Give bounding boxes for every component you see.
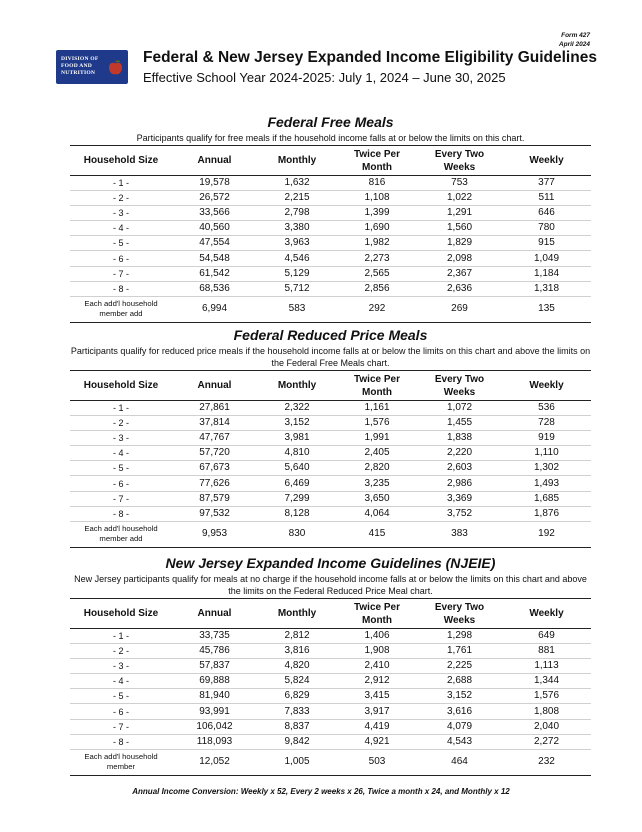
table-row — [70, 734, 591, 749]
value-cell: 93,991 — [172, 704, 257, 719]
value-cell: 135 — [502, 296, 591, 322]
value-cell: 583 — [257, 296, 337, 322]
value-cell: 1,072 — [417, 401, 502, 416]
household-size-cell: - 8 - — [70, 506, 172, 521]
value-cell: 1,690 — [337, 221, 417, 236]
table-body — [70, 629, 591, 776]
every-two-weeks-header: Every Two Weeks — [434, 373, 485, 398]
additional-member-row — [70, 521, 591, 547]
value-cell: 118,093 — [172, 734, 257, 749]
annual-header: Annual — [197, 380, 232, 391]
household-size-cell: - 1 - — [70, 629, 172, 644]
value-cell: 4,419 — [337, 719, 417, 734]
table-header-row — [70, 599, 591, 629]
value-cell: 1,838 — [417, 431, 502, 446]
value-cell: 4,810 — [257, 446, 337, 461]
value-cell: 1,876 — [502, 506, 591, 521]
value-cell: 81,940 — [172, 689, 257, 704]
value-cell: 3,380 — [257, 221, 337, 236]
table-row — [70, 461, 591, 476]
value-cell: 4,079 — [417, 719, 502, 734]
value-cell: 9,953 — [172, 521, 257, 547]
table-row — [70, 674, 591, 689]
value-cell: 4,820 — [257, 659, 337, 674]
income-table — [70, 370, 591, 548]
table-row — [70, 401, 591, 416]
value-cell: 1,108 — [337, 191, 417, 206]
table-header-row — [70, 146, 591, 176]
value-cell: 1,110 — [502, 446, 591, 461]
household-size-header: Household Size — [83, 608, 159, 619]
value-cell: 1,455 — [417, 416, 502, 431]
value-cell: 780 — [502, 221, 591, 236]
income-table — [70, 145, 591, 323]
every-two-weeks-header: Every Two Weeks — [434, 148, 485, 173]
value-cell: 1,908 — [337, 644, 417, 659]
household-size-cell: - 8 - — [70, 281, 172, 296]
household-size-cell: - 4 - — [70, 674, 172, 689]
twice-per-month-header: Twice Per Month — [354, 148, 400, 173]
value-cell: 33,566 — [172, 206, 257, 221]
value-cell: 3,917 — [337, 704, 417, 719]
table-row — [70, 281, 591, 296]
household-size-cell: - 4 - — [70, 446, 172, 461]
household-size-cell: - 5 - — [70, 461, 172, 476]
value-cell: 816 — [337, 176, 417, 191]
household-size-cell: - 5 - — [70, 236, 172, 251]
value-cell: 1,576 — [502, 689, 591, 704]
reduced-meals-section — [70, 327, 591, 548]
household-size-cell: - 7 - — [70, 719, 172, 734]
value-cell: 1,291 — [417, 206, 502, 221]
value-cell: 536 — [502, 401, 591, 416]
household-size-cell: - 5 - — [70, 689, 172, 704]
value-cell: 1,406 — [337, 629, 417, 644]
twice-per-month-header: Twice Per Month — [354, 373, 400, 398]
value-cell: 3,981 — [257, 431, 337, 446]
table-row — [70, 704, 591, 719]
table-row — [70, 266, 591, 281]
value-cell: 1,493 — [502, 476, 591, 491]
division-logo — [56, 50, 128, 84]
weekly-header: Weekly — [529, 155, 564, 166]
table-row — [70, 719, 591, 734]
value-cell: 1,302 — [502, 461, 591, 476]
value-cell: 1,049 — [502, 251, 591, 266]
value-cell: 915 — [502, 236, 591, 251]
value-cell: 5,712 — [257, 281, 337, 296]
monthly-header: Monthly — [277, 155, 317, 166]
value-cell: 68,536 — [172, 281, 257, 296]
table-row — [70, 431, 591, 446]
value-cell: 511 — [502, 191, 591, 206]
annual-header: Annual — [197, 155, 232, 166]
value-cell: 12,052 — [172, 749, 257, 775]
value-cell: 7,299 — [257, 491, 337, 506]
value-cell: 1,318 — [502, 281, 591, 296]
section-description: Participants qualify for reduced price meals if the household income falls at or below the limits on this chart and above the limits on the Federal Free Meals chart. — [70, 346, 591, 368]
value-cell: 27,861 — [172, 401, 257, 416]
value-cell: 2,322 — [257, 401, 337, 416]
household-size-cell: - 1 - — [70, 401, 172, 416]
value-cell: 67,673 — [172, 461, 257, 476]
value-cell: 3,963 — [257, 236, 337, 251]
logo-line-3: NUTRITION — [61, 70, 96, 77]
value-cell: 2,820 — [337, 461, 417, 476]
value-cell: 1,761 — [417, 644, 502, 659]
value-cell: 87,579 — [172, 491, 257, 506]
value-cell: 1,298 — [417, 629, 502, 644]
value-cell: 415 — [337, 521, 417, 547]
household-size-cell: - 7 - — [70, 491, 172, 506]
value-cell: 9,842 — [257, 734, 337, 749]
value-cell: 6,469 — [257, 476, 337, 491]
value-cell: 5,129 — [257, 266, 337, 281]
value-cell: 3,616 — [417, 704, 502, 719]
monthly-header: Monthly — [277, 380, 317, 391]
value-cell: 1,982 — [337, 236, 417, 251]
value-cell: 6,829 — [257, 689, 337, 704]
value-cell: 19,578 — [172, 176, 257, 191]
value-cell: 47,767 — [172, 431, 257, 446]
value-cell: 649 — [502, 629, 591, 644]
value-cell: 4,921 — [337, 734, 417, 749]
value-cell: 1,576 — [337, 416, 417, 431]
value-cell: 2,912 — [337, 674, 417, 689]
value-cell: 830 — [257, 521, 337, 547]
twice-per-month-header: Twice Per Month — [354, 601, 400, 626]
value-cell: 192 — [502, 521, 591, 547]
household-size-cell: - 3 - — [70, 659, 172, 674]
value-cell: 4,543 — [417, 734, 502, 749]
value-cell: 2,098 — [417, 251, 502, 266]
value-cell: 47,554 — [172, 236, 257, 251]
value-cell: 1,022 — [417, 191, 502, 206]
value-cell: 881 — [502, 644, 591, 659]
value-cell: 40,560 — [172, 221, 257, 236]
value-cell: 2,636 — [417, 281, 502, 296]
value-cell: 2,812 — [257, 629, 337, 644]
value-cell: 2,603 — [417, 461, 502, 476]
value-cell: 377 — [502, 176, 591, 191]
household-size-cell: - 3 - — [70, 206, 172, 221]
value-cell: 33,735 — [172, 629, 257, 644]
section-title: Federal Free Meals — [267, 114, 394, 130]
value-cell: 2,986 — [417, 476, 502, 491]
household-size-cell: - 7 - — [70, 266, 172, 281]
apple-icon — [108, 59, 123, 76]
value-cell: 2,273 — [337, 251, 417, 266]
table-body — [70, 401, 591, 548]
page-subtitle: Effective School Year 2024-2025: July 1, 2024 – June 30, 2025 — [143, 70, 506, 85]
value-cell: 919 — [502, 431, 591, 446]
value-cell: 106,042 — [172, 719, 257, 734]
table-row — [70, 476, 591, 491]
value-cell: 4,064 — [337, 506, 417, 521]
value-cell: 2,405 — [337, 446, 417, 461]
value-cell: 2,225 — [417, 659, 502, 674]
additional-member-row — [70, 749, 591, 775]
form-number — [559, 31, 590, 49]
household-size-cell: - 4 - — [70, 221, 172, 236]
value-cell: 1,161 — [337, 401, 417, 416]
value-cell: 383 — [417, 521, 502, 547]
value-cell: 6,994 — [172, 296, 257, 322]
value-cell: 2,798 — [257, 206, 337, 221]
value-cell: 3,152 — [417, 689, 502, 704]
additional-member-label: Each add'l household member add — [70, 296, 172, 322]
value-cell: 3,816 — [257, 644, 337, 659]
table-row — [70, 659, 591, 674]
household-size-cell: - 2 - — [70, 644, 172, 659]
value-cell: 3,369 — [417, 491, 502, 506]
value-cell: 2,215 — [257, 191, 337, 206]
value-cell: 37,814 — [172, 416, 257, 431]
value-cell: 2,220 — [417, 446, 502, 461]
household-size-cell: - 3 - — [70, 431, 172, 446]
value-cell: 269 — [417, 296, 502, 322]
table-row — [70, 629, 591, 644]
household-size-header: Household Size — [83, 380, 159, 391]
table-row — [70, 221, 591, 236]
value-cell: 57,837 — [172, 659, 257, 674]
household-size-cell: - 8 - — [70, 734, 172, 749]
value-cell: 4,546 — [257, 251, 337, 266]
value-cell: 646 — [502, 206, 591, 221]
value-cell: 45,786 — [172, 644, 257, 659]
value-cell: 69,888 — [172, 674, 257, 689]
value-cell: 1,344 — [502, 674, 591, 689]
value-cell: 8,837 — [257, 719, 337, 734]
value-cell: 8,128 — [257, 506, 337, 521]
additional-member-label: Each add'l household member — [70, 749, 172, 775]
value-cell: 2,856 — [337, 281, 417, 296]
table-row — [70, 644, 591, 659]
value-cell: 2,688 — [417, 674, 502, 689]
value-cell: 2,040 — [502, 719, 591, 734]
household-size-cell: - 6 - — [70, 476, 172, 491]
household-size-cell: - 2 - — [70, 416, 172, 431]
table-row — [70, 446, 591, 461]
additional-member-row — [70, 296, 591, 322]
table-row — [70, 206, 591, 221]
form-date-label: April 2024 — [558, 41, 590, 48]
table-row — [70, 191, 591, 206]
free-meals-section — [70, 114, 591, 323]
value-cell: 464 — [417, 749, 502, 775]
value-cell: 5,824 — [257, 674, 337, 689]
value-cell: 2,565 — [337, 266, 417, 281]
value-cell: 3,235 — [337, 476, 417, 491]
njeie-section — [70, 555, 591, 776]
value-cell: 3,152 — [257, 416, 337, 431]
table-row — [70, 416, 591, 431]
table-row — [70, 491, 591, 506]
value-cell: 5,640 — [257, 461, 337, 476]
household-size-cell: - 1 - — [70, 176, 172, 191]
value-cell: 54,548 — [172, 251, 257, 266]
table-row — [70, 236, 591, 251]
annual-header: Annual — [197, 608, 232, 619]
additional-member-label: Each add'l household member add — [70, 521, 172, 547]
value-cell: 1,685 — [502, 491, 591, 506]
table-row — [70, 689, 591, 704]
monthly-header: Monthly — [277, 608, 317, 619]
household-size-header: Household Size — [83, 155, 159, 166]
value-cell: 3,650 — [337, 491, 417, 506]
value-cell: 292 — [337, 296, 417, 322]
value-cell: 1,808 — [502, 704, 591, 719]
value-cell: 57,720 — [172, 446, 257, 461]
household-size-cell: - 6 - — [70, 251, 172, 266]
income-table — [70, 598, 591, 776]
table-header-row — [70, 371, 591, 401]
value-cell: 26,572 — [172, 191, 257, 206]
value-cell: 1,560 — [417, 221, 502, 236]
value-cell: 753 — [417, 176, 502, 191]
section-description: New Jersey participants qualify for meals at no charge if the household income falls at or below the limits on this chart and above the limits on the Federal Reduced Price Meal chart. — [74, 574, 587, 596]
value-cell: 728 — [502, 416, 591, 431]
page-title: Federal & New Jersey Expanded Income Eligibility Guidelines — [143, 49, 597, 66]
value-cell: 1,829 — [417, 236, 502, 251]
every-two-weeks-header: Every Two Weeks — [434, 601, 485, 626]
value-cell: 2,367 — [417, 266, 502, 281]
weekly-header: Weekly — [529, 608, 564, 619]
value-cell: 7,833 — [257, 704, 337, 719]
household-size-cell: - 2 - — [70, 191, 172, 206]
weekly-header: Weekly — [529, 380, 564, 391]
value-cell: 77,626 — [172, 476, 257, 491]
value-cell: 2,272 — [502, 734, 591, 749]
table-row — [70, 176, 591, 191]
table-row — [70, 506, 591, 521]
income-conversion-note: Annual Income Conversion: Weekly x 52, Every 2 weeks x 26, Twice a month x 24, and Monthly x 12 — [132, 787, 510, 796]
value-cell: 1,632 — [257, 176, 337, 191]
value-cell: 97,532 — [172, 506, 257, 521]
value-cell: 503 — [337, 749, 417, 775]
value-cell: 3,415 — [337, 689, 417, 704]
value-cell: 61,542 — [172, 266, 257, 281]
table-row — [70, 251, 591, 266]
section-title: Federal Reduced Price Meals — [233, 327, 428, 343]
value-cell: 3,752 — [417, 506, 502, 521]
value-cell: 2,410 — [337, 659, 417, 674]
value-cell: 1,184 — [502, 266, 591, 281]
value-cell: 1,991 — [337, 431, 417, 446]
value-cell: 1,399 — [337, 206, 417, 221]
value-cell: 1,005 — [257, 749, 337, 775]
value-cell: 1,113 — [502, 659, 591, 674]
table-body — [70, 176, 591, 323]
logo-line-1: DIVISION OF — [61, 56, 99, 62]
logo-line-2: FOOD AND — [61, 63, 92, 70]
form-number-label: Form 427 — [561, 32, 590, 39]
section-description: Participants qualify for free meals if the household income falls at or below the limits on this chart. — [136, 133, 525, 143]
value-cell: 232 — [502, 749, 591, 775]
household-size-cell: - 6 - — [70, 704, 172, 719]
section-title: New Jersey Expanded Income Guidelines (NJEIE) — [165, 555, 496, 571]
